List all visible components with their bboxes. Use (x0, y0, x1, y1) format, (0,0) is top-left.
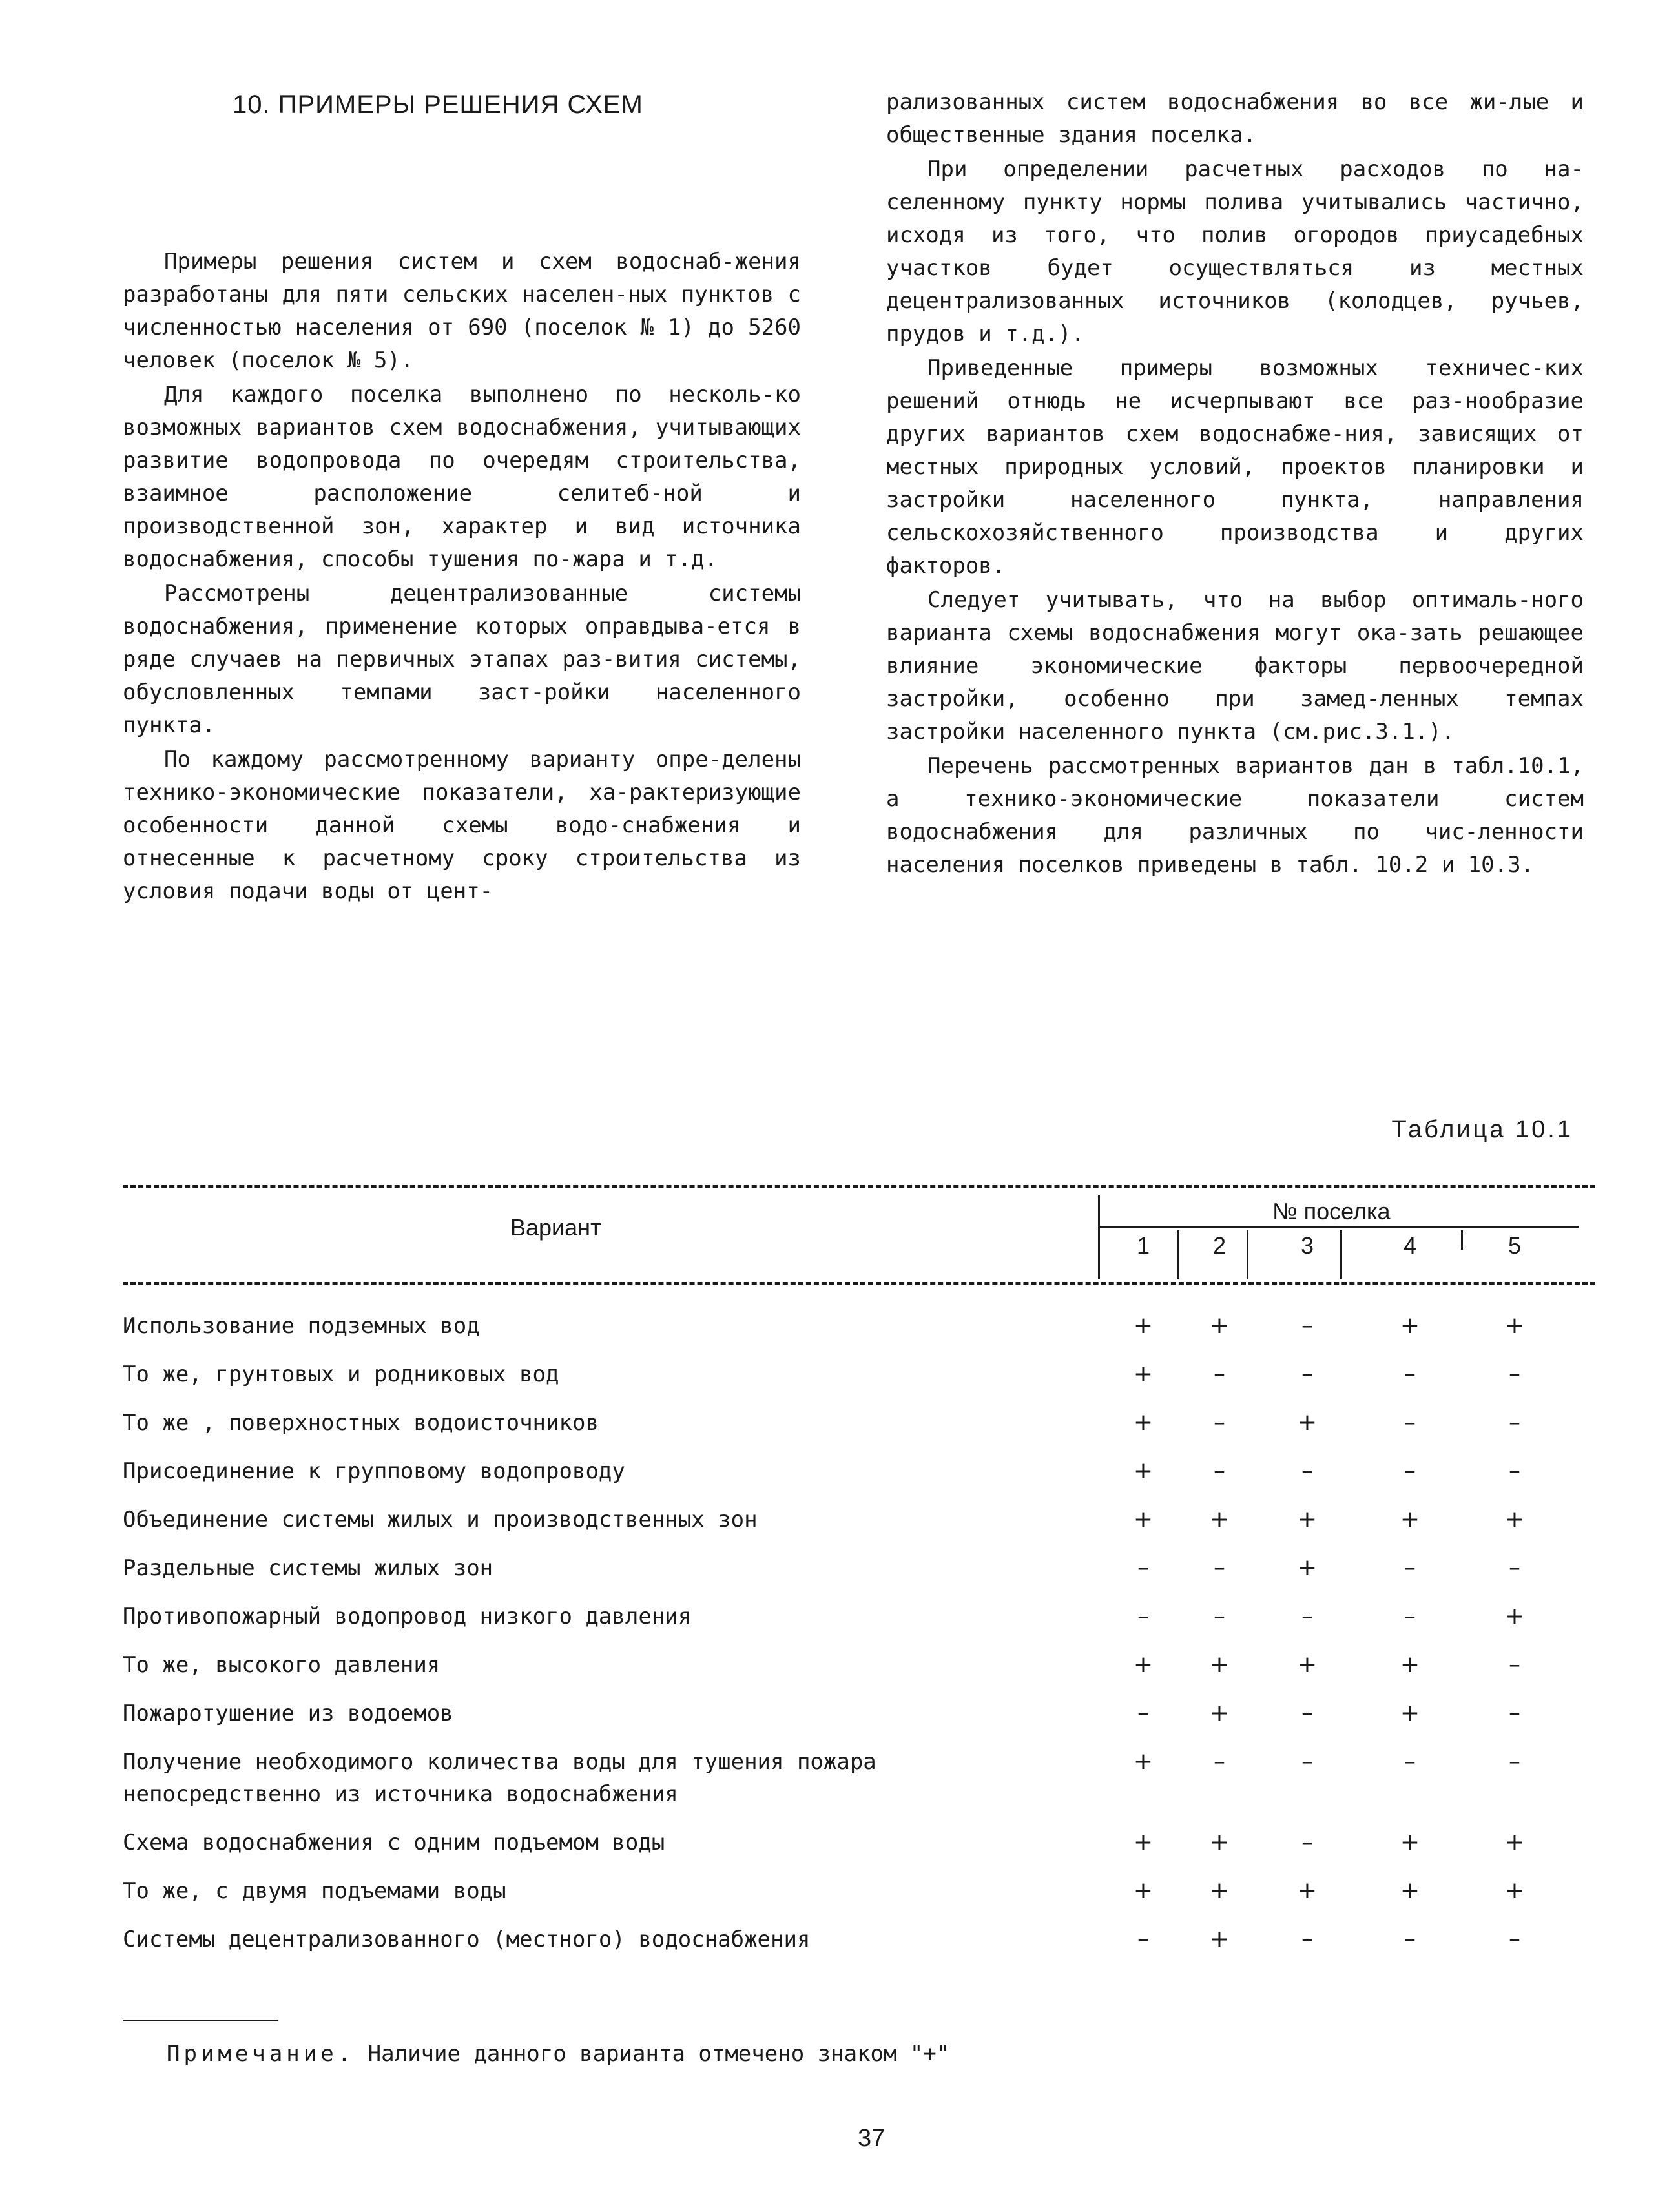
cell-mark: + (1504, 1312, 1525, 1339)
row-label: Системы децентрализованного (местного) водоснабжения (123, 1927, 811, 1952)
footnote-lead: Примечание. (167, 2041, 355, 2067)
cell-mark: + (1297, 1651, 1318, 1678)
cell-mark: + (1400, 1506, 1420, 1533)
footnote-rule (123, 2020, 278, 2021)
cell-mark: + (1209, 1506, 1230, 1533)
row-label: Пожаротушение из водоемов (123, 1700, 453, 1726)
table-row (123, 1649, 1595, 1697)
cell-mark: – (1509, 1700, 1520, 1726)
cell-mark: + (1297, 1506, 1318, 1533)
cell-mark: + (1133, 1651, 1154, 1678)
cell-mark: + (1133, 1506, 1154, 1533)
cell-mark: + (1133, 1361, 1154, 1387)
cell-mark: – (1404, 1748, 1416, 1775)
cell-mark: – (1301, 1603, 1313, 1629)
cell-mark: + (1133, 1409, 1154, 1436)
cell-mark: – (1214, 1555, 1225, 1581)
table-header-settlement-group: № поселка (1272, 1198, 1391, 1225)
table-row (123, 1552, 1595, 1600)
cell-mark: + (1209, 1651, 1230, 1678)
row-label: Использование подземных вод (123, 1313, 480, 1339)
cell-mark: + (1209, 1877, 1230, 1904)
cell-mark: + (1400, 1829, 1420, 1855)
cell-mark: + (1209, 1926, 1230, 1952)
cell-mark: – (1301, 1748, 1313, 1775)
left-paragraph-1: Примеры решения систем и схем водоснаб-жения разработаны для пяти сельских населен-ных пунктов с численностью населения от 690 (поселок № 1) до 5260 человек (поселок № 5). (123, 249, 801, 373)
left-paragraph-3: Рассмотрены децентрализованные системы водоснабжения, применение которых оправдыва-ется в ряде случаев на первичных этапах раз-вития системы, обусловленных темпами заст-ройки населенного пункта. (123, 581, 801, 738)
cell-mark: – (1509, 1555, 1520, 1581)
cell-mark: + (1400, 1651, 1420, 1678)
left-paragraph-4: По каждому рассмотренному варианту опре-делены технико-экономические показатели, ха-рактеризующие особенности данной схемы водо-снабжения и отнесенные к расчетному сроку строительства из условия подачи воды от цент- (123, 747, 801, 904)
cell-mark: + (1209, 1700, 1230, 1726)
cell-mark: – (1214, 1603, 1225, 1629)
cell-mark: + (1133, 1877, 1154, 1904)
right-paragraph-3: Следует учитывать, что на выбор оптималь-ного варианта схемы водоснабжения могут ока-зать решающее влияние экономические факторы первоочередной застройки, особенно при замед-ленных темпах застройки населенного пункта (см.рис.3.1.). (886, 587, 1584, 745)
cell-mark: + (1297, 1409, 1318, 1436)
table-header-variant: Вариант (510, 1214, 601, 1241)
cell-mark: – (1301, 1458, 1313, 1484)
row-label: Объединение системы жилых и производственных зон (123, 1507, 758, 1533)
right-paragraph-4: Перечень рассмотренных вариантов дан в табл.10.1, а технико-экономические показатели систем водоснабжения для различных по чис-ленности населения поселков приведены в табл. 10.2 и 10.3. (886, 753, 1584, 878)
cell-mark: – (1214, 1409, 1225, 1436)
header-divider-main (1098, 1195, 1100, 1279)
cell-mark: – (1509, 1361, 1520, 1387)
cell-mark: – (1404, 1361, 1416, 1387)
table-header-col-2: 2 (1212, 1232, 1227, 1259)
header-divider-2 (1247, 1230, 1248, 1279)
cell-mark: – (1301, 1700, 1313, 1726)
row-label: Получение необходимого количества воды для тушения пожара непосредственно из источника водоснабжения (123, 1749, 876, 1807)
table-row (123, 1600, 1595, 1649)
right-paragraph-1: При определении расчетных расходов по на-селенному пункту нормы полива учитывались частично, исходя из того, что полив огородов приусадебных участков будет осуществляться из местных децентрализованных источников (колодцев, ручьев, прудов и т.д.). (886, 156, 1584, 347)
cell-mark: – (1137, 1603, 1149, 1629)
header-divider-1 (1177, 1230, 1179, 1279)
cell-mark: + (1504, 1603, 1525, 1629)
cell-mark: + (1297, 1877, 1318, 1904)
cell-mark: + (1209, 1829, 1230, 1855)
cell-mark: – (1301, 1361, 1313, 1387)
header-group-underline (1098, 1226, 1579, 1228)
cell-mark: + (1504, 1506, 1525, 1533)
cell-mark: + (1504, 1877, 1525, 1904)
row-label: То же , поверхностных водоисточников (123, 1410, 599, 1436)
cell-mark: + (1209, 1312, 1230, 1339)
table-row (123, 1875, 1595, 1923)
cell-mark: – (1509, 1458, 1520, 1484)
table-row (123, 1923, 1595, 1972)
cell-mark: – (1301, 1926, 1313, 1952)
table-row (123, 1697, 1595, 1746)
cell-mark: – (1404, 1458, 1416, 1484)
table-header-col-3: 3 (1300, 1232, 1314, 1259)
right-column-text (886, 86, 1584, 883)
cell-mark: – (1404, 1926, 1416, 1952)
header-divider-4 (1461, 1230, 1463, 1250)
table-label: Таблица 10.1 (1391, 1116, 1573, 1143)
table-top-rule (123, 1185, 1595, 1188)
row-label: Присоединение к групповому водопроводу (123, 1458, 625, 1484)
cell-mark: – (1509, 1409, 1520, 1436)
footnote-text: Наличие данного варианта отмечено знаком "+" (368, 2041, 950, 2067)
left-paragraph-2: Для каждого поселка выполнено по несколь-ко возможных вариантов схем водоснабжения, учитывающих развитие водопровода по очередям строительства, взаимное расположение селитеб-ной и производственной зон, характер и вид источника водоснабжения, способы тушения по-жара и т.д. (123, 382, 801, 572)
row-label: Схема водоснабжения с одним подъемом воды (123, 1830, 665, 1855)
cell-mark: – (1137, 1555, 1149, 1581)
cell-mark: + (1133, 1748, 1154, 1775)
row-label: То же, с двумя подъемами воды (123, 1878, 506, 1904)
table-row (123, 1455, 1595, 1504)
cell-mark: – (1301, 1829, 1313, 1855)
cell-mark: – (1214, 1361, 1225, 1387)
table-row (123, 1358, 1595, 1407)
right-continuation: рализованных систем водоснабжения во все жи-лые и общественные здания поселка. (886, 89, 1584, 148)
table-row (123, 1310, 1595, 1358)
cell-mark: + (1133, 1458, 1154, 1484)
row-label: Противопожарный водопровод низкого давления (123, 1604, 692, 1629)
cell-mark: + (1400, 1700, 1420, 1726)
cell-mark: – (1509, 1748, 1520, 1775)
row-label: То же, грунтовых и родниковых вод (123, 1361, 559, 1387)
page-number: 37 (858, 2125, 886, 2152)
cell-mark: – (1137, 1700, 1149, 1726)
cell-mark: – (1404, 1555, 1416, 1581)
cell-mark: + (1400, 1312, 1420, 1339)
right-paragraph-2: Приведенные примеры возможных техничес-ких решений отнюдь не исчерпывают все раз-нообразие других вариантов схем водоснабже-ния, зависящих от местных природных условий, проектов планировки и застройки населенного пункта, направления сельскохозяйственного производства и других факторов. (886, 355, 1584, 579)
left-column-text (123, 245, 801, 909)
table-header-col-1: 1 (1136, 1232, 1150, 1259)
section-title: 10. ПРИМЕРЫ РЕШЕНИЯ СХЕМ (233, 90, 643, 119)
row-label: То же, высокого давления (123, 1652, 440, 1678)
footnote (167, 2041, 949, 2067)
table-header-col-4: 4 (1403, 1232, 1417, 1259)
cell-mark: – (1404, 1409, 1416, 1436)
cell-mark: – (1214, 1458, 1225, 1484)
header-divider-3 (1340, 1230, 1342, 1279)
table-body (123, 1310, 1595, 1972)
table-row (123, 1746, 1595, 1826)
table-row (123, 1407, 1595, 1455)
cell-mark: – (1404, 1603, 1416, 1629)
cell-mark: + (1297, 1555, 1318, 1581)
row-label: Раздельные системы жилых зон (123, 1555, 493, 1581)
cell-mark: + (1504, 1829, 1525, 1855)
cell-mark: + (1400, 1877, 1420, 1904)
cell-mark: – (1214, 1748, 1225, 1775)
cell-mark: + (1133, 1829, 1154, 1855)
cell-mark: + (1133, 1312, 1154, 1339)
table-header-bottom-rule (123, 1282, 1595, 1285)
table-row (123, 1504, 1595, 1552)
cell-mark: – (1137, 1926, 1149, 1952)
cell-mark: – (1509, 1926, 1520, 1952)
cell-mark: – (1509, 1651, 1520, 1678)
table-header-col-5: 5 (1507, 1232, 1522, 1259)
table-row (123, 1826, 1595, 1875)
cell-mark: – (1301, 1312, 1313, 1339)
